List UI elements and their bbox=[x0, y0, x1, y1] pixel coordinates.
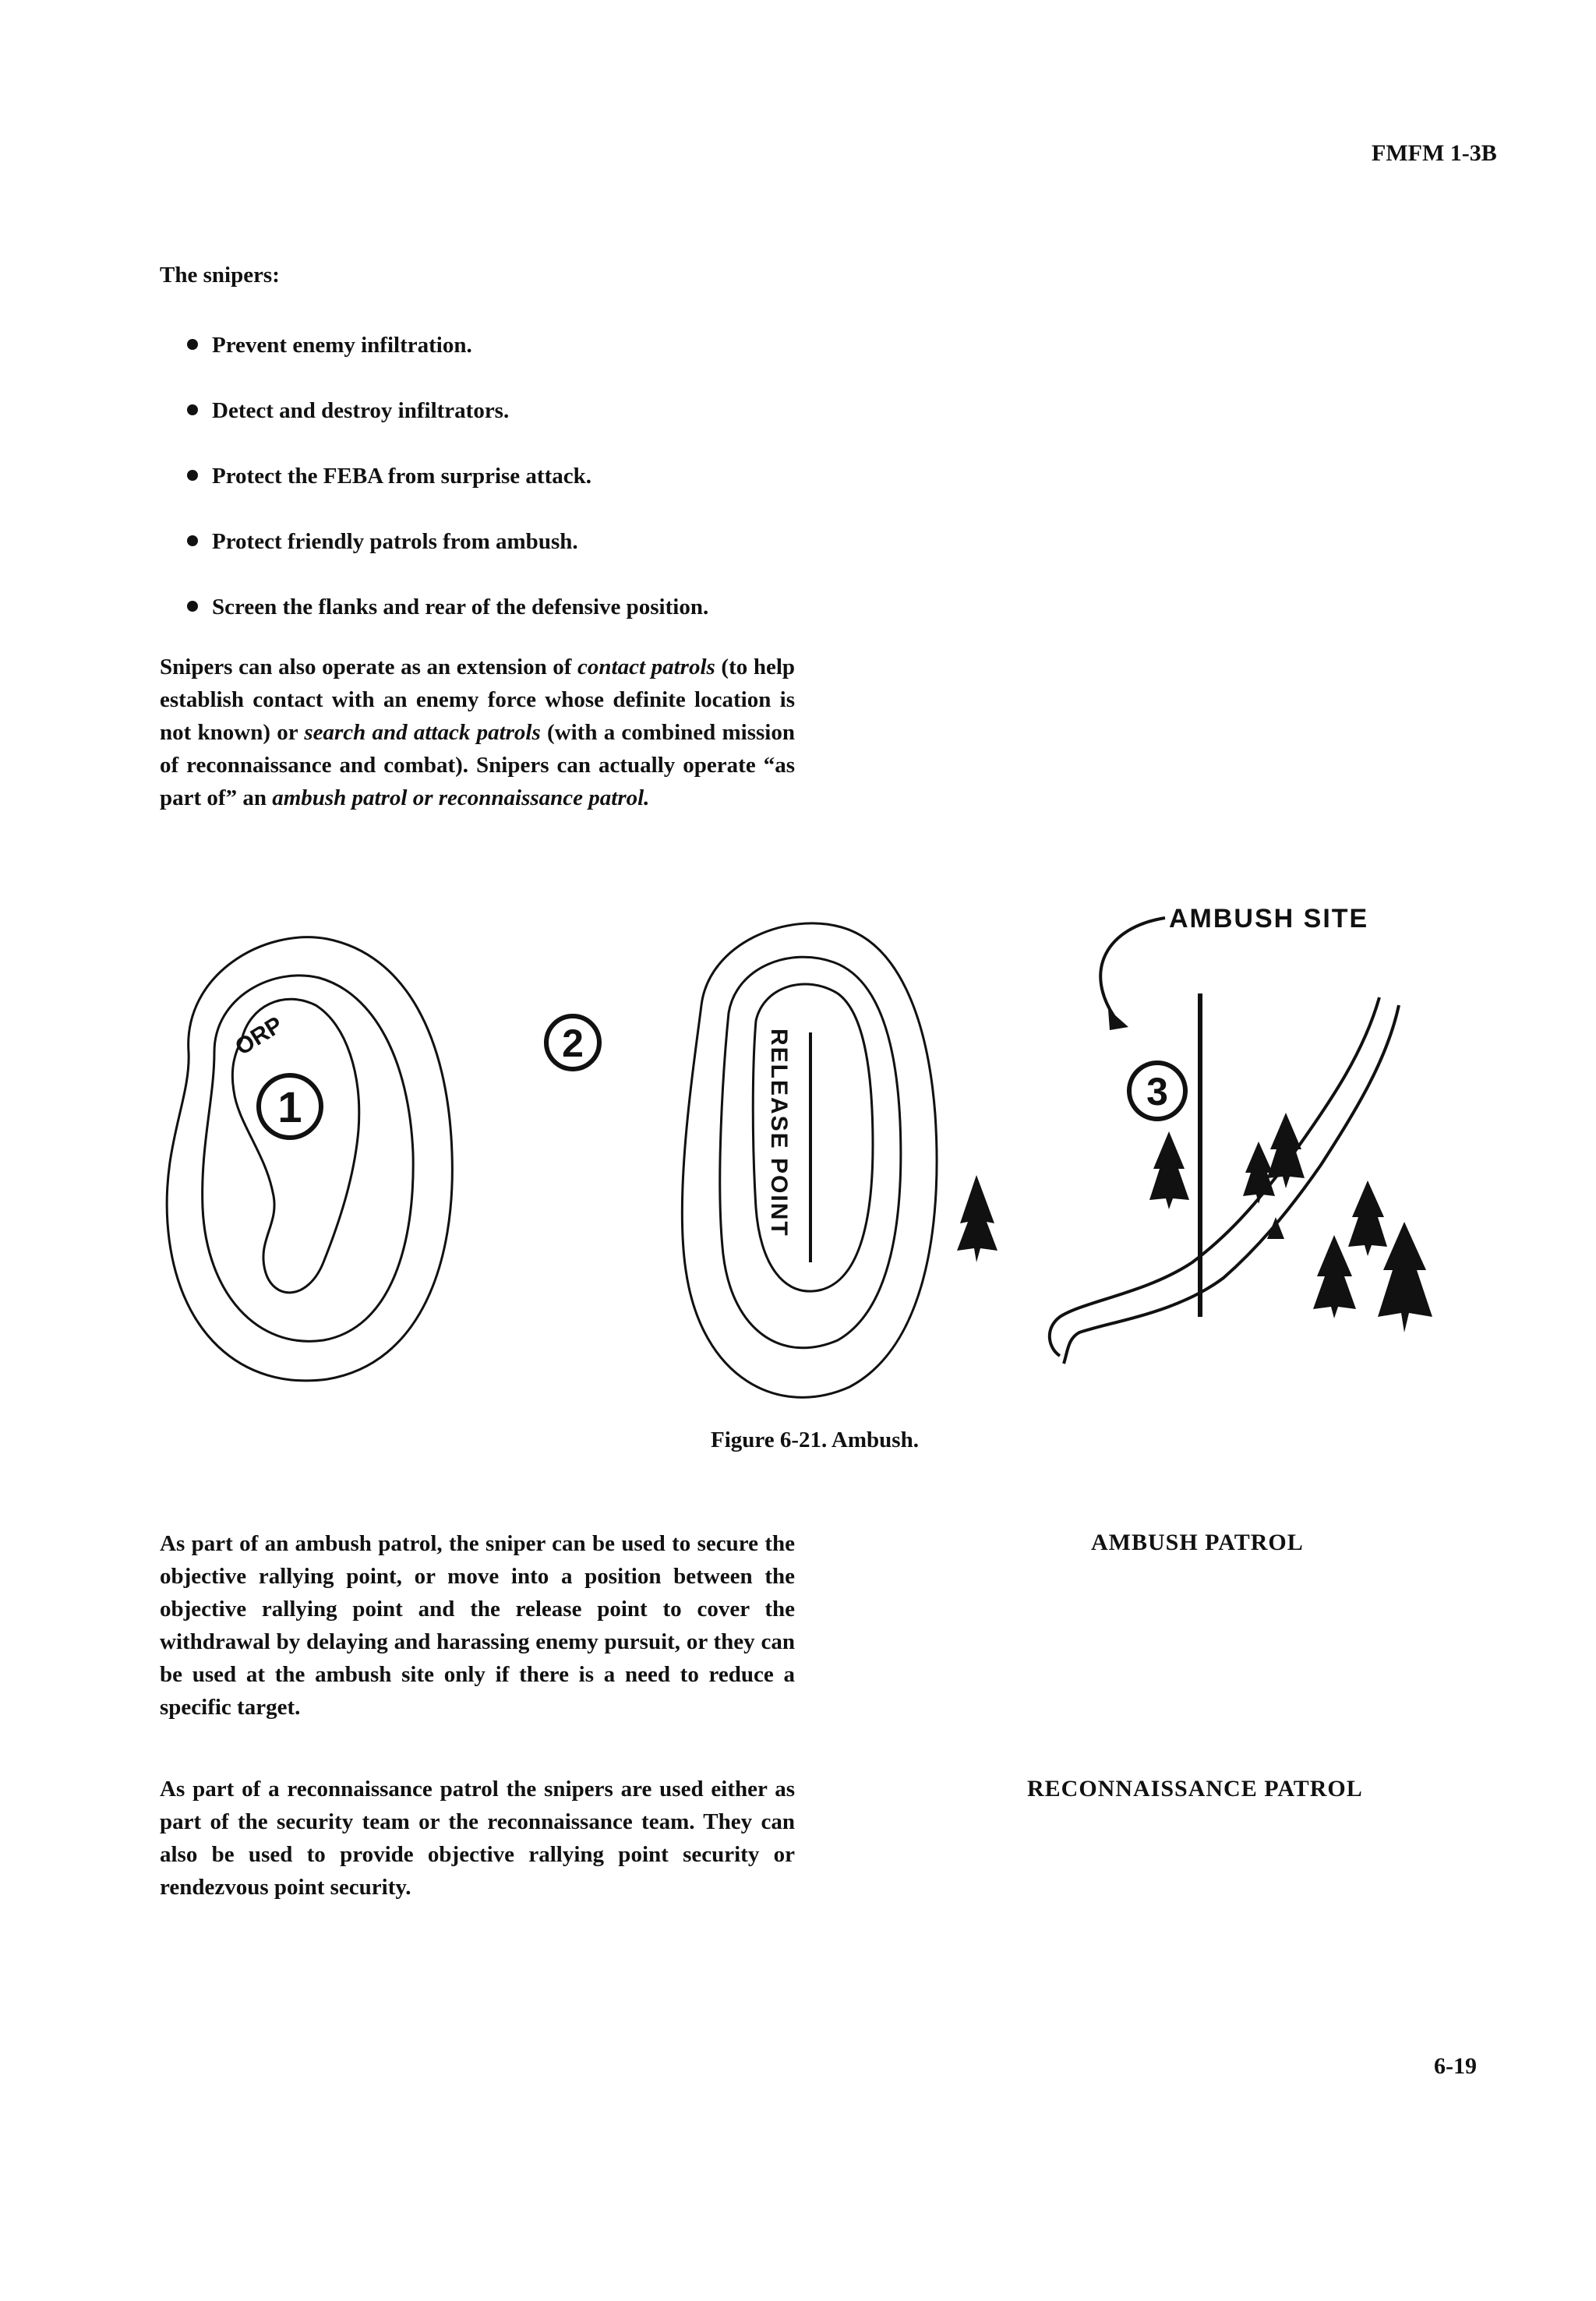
bullet-icon bbox=[187, 470, 198, 481]
tree-icon bbox=[1243, 1142, 1275, 1204]
bullet-icon bbox=[187, 601, 198, 612]
bullet-item: Screen the flanks and rear of the defensive position. bbox=[187, 592, 966, 622]
stream-bank-b bbox=[1064, 1005, 1399, 1364]
bullet-item: Protect the FEBA from surprise attack. bbox=[187, 461, 966, 491]
arrow-head-icon bbox=[1108, 1009, 1128, 1030]
bullet-list bbox=[187, 330, 966, 658]
marker-1 bbox=[259, 1075, 321, 1138]
tree-icon bbox=[1378, 1222, 1432, 1332]
heading-ambush-patrol: AMBUSH PATROL bbox=[1091, 1530, 1304, 1555]
tree-icon bbox=[1267, 1217, 1284, 1239]
tree-icons bbox=[957, 1113, 1432, 1332]
ambush-arrow bbox=[1100, 918, 1165, 1017]
tree-icon bbox=[1313, 1235, 1356, 1318]
intro-lead: The snipers: bbox=[160, 263, 280, 288]
bullet-icon bbox=[187, 339, 198, 350]
tree-icon bbox=[1348, 1180, 1387, 1256]
marker-2 bbox=[546, 1016, 599, 1069]
bullet-item: Prevent enemy infiltration. bbox=[187, 330, 966, 360]
svg-text:2: 2 bbox=[562, 1022, 584, 1065]
paragraph-ambush-patrol: As part of an ambush patrol, the sniper can be used to secure the objective rallying point, or move into a position between the objective rallying point and the release point to cover the withdrawal by delaying and harassing enemy pursuit, or they can be used at the ambush site only if there is a need to reduce a specific target. bbox=[160, 1531, 795, 1720]
marker-3 bbox=[1129, 1063, 1185, 1119]
bullet-icon bbox=[187, 404, 198, 415]
figure-caption: Figure 6-21. Ambush. bbox=[711, 1428, 919, 1452]
bullet-item: Detect and destroy infiltrators. bbox=[187, 396, 966, 425]
svg-text:1: 1 bbox=[277, 1082, 302, 1131]
paragraph-reconnaissance-patrol: As part of a reconnaissance patrol the snipers are used either as part of the security team or the reconnaissance team. They can also be used to provide objective rallying point security or rendezvous point security. bbox=[160, 1777, 795, 1900]
bullet-icon bbox=[187, 535, 198, 546]
document-id: FMFM 1-3B bbox=[1372, 140, 1497, 166]
ambush-diagram bbox=[148, 896, 1488, 1442]
svg-text:3: 3 bbox=[1146, 1070, 1168, 1113]
tree-icon bbox=[1149, 1131, 1189, 1209]
page-number: 6-19 bbox=[1434, 2053, 1477, 2079]
tree-icon bbox=[957, 1175, 998, 1262]
paragraph-patrol-extension: Snipers can also operate as an extension of contact patrols (to help establish contact with an enemy force whose definite location is not known) or search and attack patrols (with a combined mission of reconnaissance and combat). Snipers can actually operate “as part of” an ambush patrol or reconnaissance patrol. bbox=[160, 655, 795, 810]
label-ambush-site: AMBUSH SITE bbox=[1169, 904, 1369, 933]
label-release-point: RELEASE POINT bbox=[766, 1029, 792, 1237]
label-orp: ORP bbox=[231, 1011, 288, 1061]
heading-reconnaissance-patrol: RECONNAISSANCE PATROL bbox=[1027, 1776, 1363, 1802]
tree-icon bbox=[1267, 1113, 1305, 1188]
figure-ambush bbox=[148, 896, 1488, 1442]
bullet-item: Protect friendly patrols from ambush. bbox=[187, 527, 966, 556]
